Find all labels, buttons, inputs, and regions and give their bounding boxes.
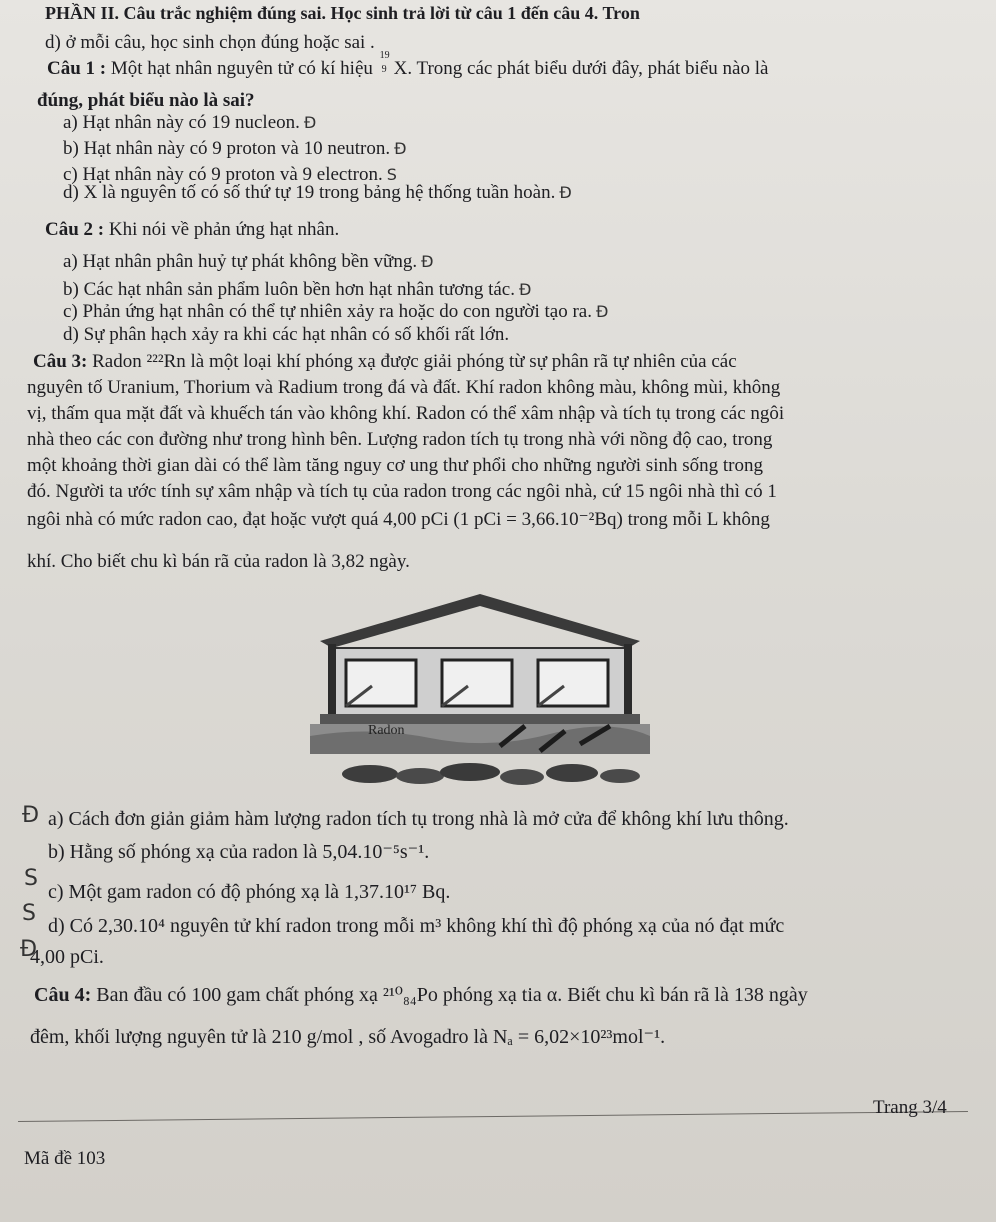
q3-line-6: đó. Người ta ước tính sự xâm nhập và tích tụ của radon trong các ngôi nhà, cứ 15 ngôi nhà thì có 1 bbox=[27, 481, 777, 502]
q2-label: Câu 2 : bbox=[45, 219, 105, 240]
q1-stem-b: . Trong các phát biểu dưới đây, phát biểu nào là bbox=[407, 58, 769, 79]
q1-option-d: d) X là nguyên tố có số thứ tự 19 trong bảng hệ thống tuần hoàn. Đ bbox=[63, 182, 572, 203]
q3-label: Câu 3: bbox=[33, 351, 88, 372]
q3-line-1: Câu 3: Radon ²²²Rn là một loại khí phóng xạ được giải phóng từ sự phân rã tự nhiên của các bbox=[33, 351, 737, 372]
q4-line-2: đêm, khối lượng nguyên tử là 210 g/mol , số Avogadro là Nₐ = 6,02×10²³mol⁻¹. bbox=[30, 1026, 666, 1048]
q4-line-1: Câu 4: Ban đầu có 100 gam chất phóng xạ ²¹⁰₈₄Po phóng xạ tia α. Biết chu kì bán rã là 138 ngày bbox=[34, 984, 808, 1006]
q2-option-a: a) Hạt nhân phân huỷ tự phát không bền vững. Đ bbox=[63, 251, 434, 272]
q1-stem bbox=[47, 50, 769, 81]
exam-code: Mã đề 103 bbox=[24, 1148, 106, 1169]
page-number: Trang 3/4 bbox=[873, 1097, 947, 1118]
answer-mark: Đ bbox=[394, 139, 407, 158]
footer-divider bbox=[18, 1111, 968, 1122]
q3-line-3: vị, thấm qua mặt đất và khuếch tán vào không khí. Radon có thể xâm nhập và tích tụ trong các ngôi bbox=[27, 403, 785, 424]
q3-option-a: a) Cách đơn giản giảm hàm lượng radon tích tụ trong nhà là mở cửa để không khí lưu thông. bbox=[48, 808, 789, 830]
answer-mark: Đ bbox=[303, 113, 317, 132]
q3-line-7: ngôi nhà có mức radon cao, đạt hoặc vượt quá 4,00 pCi (1 pCi = 3,66.10⁻²Bq) trong mỗi L không bbox=[27, 509, 770, 530]
q4-label: Câu 4: bbox=[34, 984, 92, 1006]
q2-stem: Câu 2 : Khi nói về phản ứng hạt nhân. bbox=[45, 219, 340, 240]
q3-line-4: nhà theo các con đường như trong hình bên. Lượng radon tích tụ trong nhà với nồng độ cao, trong bbox=[27, 429, 773, 450]
q1-option-c: c) Hạt nhân này có 9 proton và 9 electron. S bbox=[63, 164, 397, 185]
answer-mark: Đ bbox=[421, 252, 434, 271]
q1-label: Câu 1 : bbox=[47, 58, 107, 79]
q1-option-a: a) Hạt nhân này có 19 nucleon. Đ bbox=[63, 112, 317, 133]
answer-mark: Đ bbox=[518, 280, 532, 299]
q1-stem-a: Một hạt nhân nguyên tử có kí hiệu bbox=[110, 58, 373, 79]
q3-option-b: b) Hằng số phóng xạ của radon là 5,04.10⁻⁵s⁻¹. bbox=[48, 841, 430, 863]
answer-mark: Đ bbox=[595, 302, 609, 321]
q2-option-d: d) Sự phân hạch xảy ra khi các hạt nhân có số khối rất lớn. bbox=[63, 324, 510, 345]
q3-line-2: nguyên tố Uranium, Thorium và Radium trong đá và đất. Khí radon không màu, không mùi, không bbox=[27, 377, 781, 398]
q3-line-5: một khoảng thời gian dài có thể làm tăng nguy cơ ung thư phổi cho những người sinh sống trong bbox=[27, 455, 763, 476]
q3-line-8: khí. Cho biết chu kì bán rã của radon là 3,82 ngày. bbox=[27, 551, 410, 572]
q2-option-c: c) Phản ứng hạt nhân có thể tự nhiên xảy ra hoặc do con người tạo ra. Đ bbox=[63, 301, 609, 322]
q1-nuclide-symbol: X bbox=[393, 58, 408, 79]
answer-mark: S bbox=[386, 165, 397, 184]
answer-mark: Đ bbox=[559, 183, 572, 202]
instruction-line: d) ở mỗi câu, học sinh chọn đúng hoặc sai . bbox=[45, 32, 375, 53]
radon-house-figure bbox=[310, 586, 650, 791]
q1-stem-c: đúng, phát biểu nào là sai? bbox=[37, 90, 255, 111]
q1-option-b: b) Hạt nhân này có 9 proton và 10 neutron. Đ bbox=[63, 138, 407, 159]
q1-nuclide: 19 9 bbox=[379, 50, 390, 75]
q3-option-c: c) Một gam radon có độ phóng xạ là 1,37.10¹⁷ Bq. bbox=[48, 881, 451, 903]
q3c-answer-mark: S bbox=[22, 901, 36, 926]
figure-radon-label: Radon bbox=[368, 723, 405, 738]
q3a-answer-mark: Đ bbox=[22, 803, 40, 828]
section-heading: PHẦN II. Câu trắc nghiệm đúng sai. Học sinh trả lời từ câu 1 đến câu 4. Tron bbox=[45, 3, 640, 23]
q3b-answer-mark: S bbox=[24, 866, 38, 891]
q3d-answer-mark: Đ bbox=[20, 937, 38, 962]
q3-option-d-cont: 4,00 pCi. bbox=[30, 946, 104, 968]
q2-option-b: b) Các hạt nhân sản phẩm luôn bền hơn hạt nhân tương tác. Đ bbox=[63, 279, 532, 300]
q3-option-d: d) Có 2,30.10⁴ nguyên tử khí radon trong mỗi m³ không khí thì độ phóng xạ của nó đạt mức bbox=[48, 915, 785, 937]
